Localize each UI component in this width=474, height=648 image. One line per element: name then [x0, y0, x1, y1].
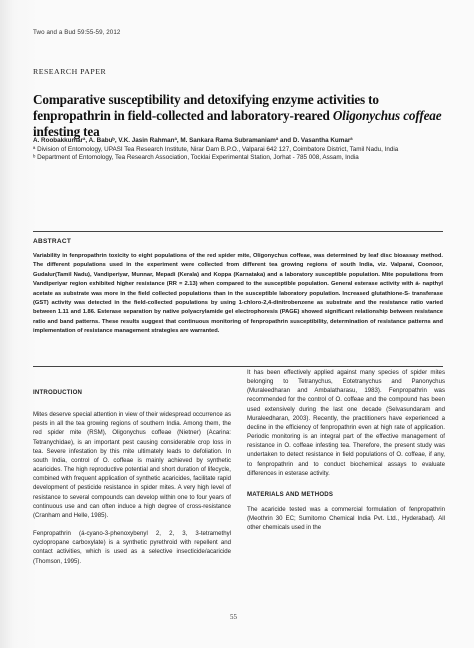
- author-names: A. Roobakkumarª, A. Babuᵇ, V.K. Jasin Rahmanª, M. Sankara Rama Subramaniamª and D. Vasantha Kumarª: [33, 137, 353, 144]
- section-label: RESEARCH PAPER: [33, 67, 107, 76]
- right-paragraph-1: It has been effectively applied against many species of spider mites belonging to Tetranychus, Eotetranychus and Panonychus (Muraleedharan and Ambalatharasu, 1983). Fenpropathrin was recommended for the control of O. coffeae and the compound has been used extensively during the last one decade (Selvasundaram and Muraleedharan, 2003). Recently, the practitioners have experienced a decline in the efficiency of fenpropathrin even at high rate of application. Periodic monitoring is an integral part of the effective management of resistance in O. coffeae infesting tea. Therefore, the present study was undertaken to detect resistance in field populations of O. coffeae, if any, to fenpropathrin and to conduct biochemical assays to evaluate differences in esterase activity.: [247, 369, 445, 477]
- abstract-bottom-divider: [33, 366, 443, 367]
- right-column: [247, 368, 445, 542]
- paper-title: [33, 92, 453, 140]
- intro-paragraph-1: Mites deserve special attention in view of their widespread occurrence as pests in all the tea growing regions of southern India. Among them, the red spider mite (RSM), Oligonychus coffeae (Nietner) (Acarina: Tetranychidae), is an important pest causing considerable crop loss in tea. Severe infestation by this mite ultimately leads to defoliation. In south India, control of O. coffeae is mainly achieved by synthetic acaricides. The high reproductive potential and short duration of lifecycle, combined with frequent application of synthetic acaricides, facilitate rapid development of pesticide resistance in spider mites. A very high level of resistance to several compounds can develop within one to four years of continuous use and can often induce a high degree of cross-resistance (Cranham and Helle, 1985).: [33, 411, 231, 519]
- author-block: [33, 137, 453, 163]
- affiliation-a: ª Division of Entomology, UPASI Tea Research Institute, Nirar Dam B.P.O., Valparai 642 127, Coimbatore District, Tamil Nadu, India: [33, 145, 399, 153]
- materials-paragraph-1: The acaricide tested was a commercial formulation of fenpropathrin (Meothrin 30 EC; Sumitomo Chemical India Pvt. Ltd., Hyderabad). All other chemicals used in the: [247, 506, 445, 532]
- title-text-2: infesting tea: [33, 124, 100, 139]
- title-text-1: Comparative susceptibility and detoxifying enzyme activities to fenpropathrin in field-collected and laboratory-reared: [33, 92, 379, 123]
- intro-paragraph-2: Fenpropathrin (á-cyano-3-phenoxybenyl 2, 2, 3, 3-tetramethyl cyclopropane carboxylate) is a synthetic pyrethroid with repellent and contact activities, which is used as a selective insecticide/acaricide (Thomson, 1995).: [33, 530, 231, 565]
- affiliation-b: ᵇ Department of Entomology, Tea Research Association, Tocklai Experimental Station, Jorhat - 785 008, Assam, India: [33, 154, 359, 162]
- abstract-heading: ABSTRACT: [33, 238, 72, 245]
- abstract-text: Variability in fenpropathrin toxicity to eight populations of the red spider mite, Oligonychus coffeae, was determined by leaf disc bioassay method. The different populations used in the experiment were collected from different tea growing regions of south India, viz. Valparai, Coonoor, Gudalur(Tamil Nadu), Vandiperiyar, Munnar, Mepadi (Kerala) and Koppa (Karnataka) and a laboratory susceptible population. Mite populations from Vandiperiyar region exhibited higher resistance (RR = 2.13) when compared to the susceptible population. General esterase activity with á- napthyl acetate as substrate was more in the field collected populations than in the susceptible laboratory population. Increased glutathione-S- transferase (GST) activity was detected in the field-collected populations by using 1-chloro-2,4-dinitrobenzene as substrate and the resistance ratio varied between 1.11 and 1.86. Esterase separation by native polyacrylamide gel electrophoresis (PAGE) showed significant relationship between resistance ratio and band patterns. These results suggest that continuous monitoring of fenpropathrin susceptibility, determination of resistance patterns and implementation of resistance management strategies are warranted.: [33, 253, 443, 335]
- top-divider: [33, 231, 443, 232]
- introduction-heading: INTRODUCTION: [33, 389, 83, 396]
- materials-methods-heading: MATERIALS AND METHODS: [247, 490, 334, 498]
- journal-citation: Two and a Bud 59:55-59, 2012: [33, 29, 121, 36]
- left-column: [33, 388, 231, 575]
- page-number: 55: [230, 613, 237, 621]
- title-species: Oligonychus coffeae: [332, 108, 442, 123]
